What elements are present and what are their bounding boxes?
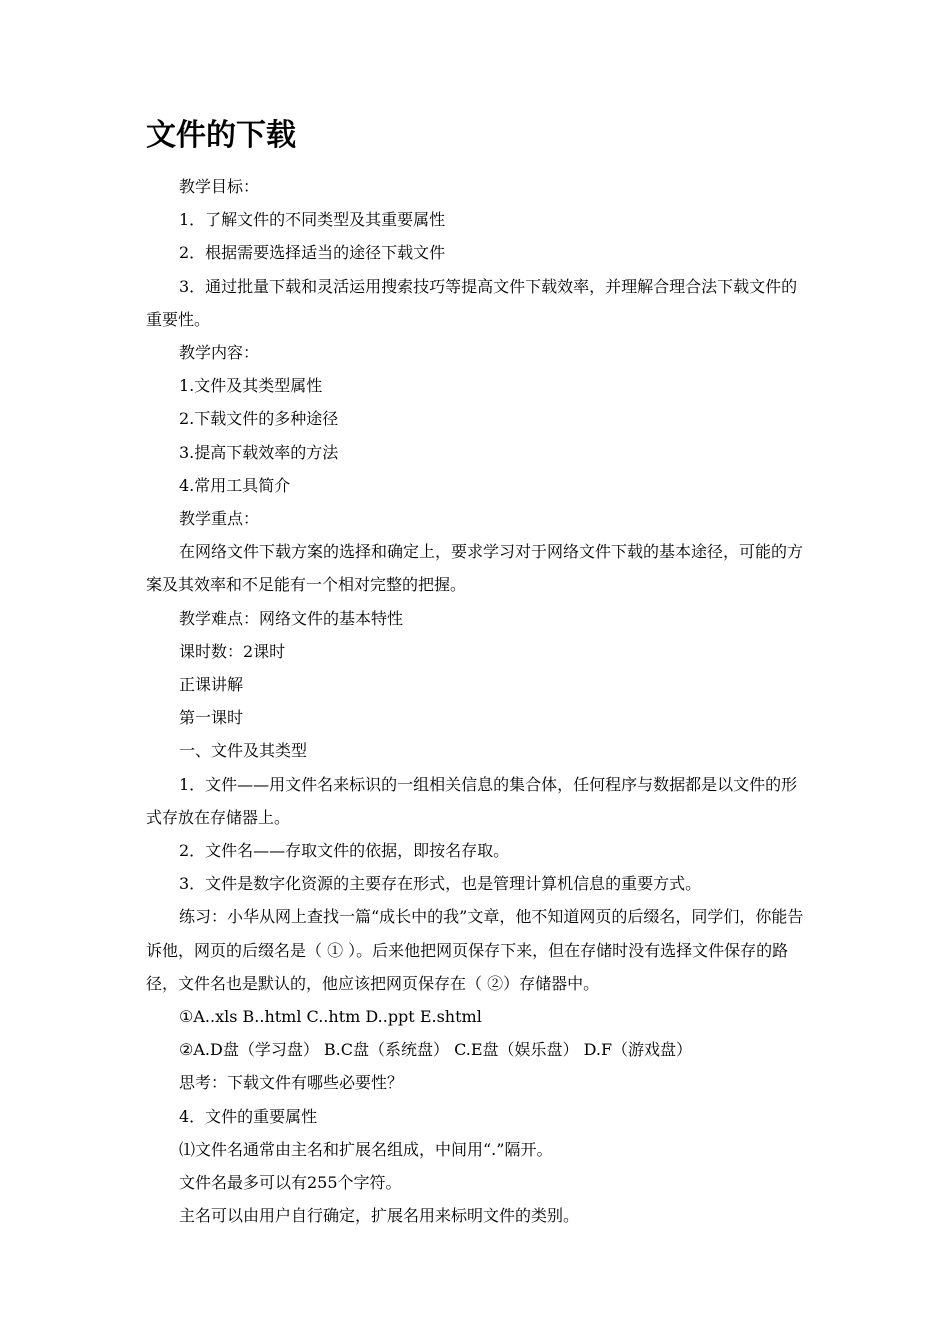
paragraph: 3．文件是数字化资源的主要存在形式，也是管理计算机信息的重要方式。 xyxy=(179,874,702,894)
paragraph: 1．了解文件的不同类型及其重要属性 xyxy=(179,210,446,230)
paragraph: ⑴文件名通常由主名和扩展名组成，中间用“.”隔开。 xyxy=(179,1139,553,1159)
paragraph: 4．文件的重要属性 xyxy=(179,1106,318,1126)
paragraph: 文件名最多可以有255个字符。 xyxy=(179,1173,402,1193)
page-title: 文件的下载 xyxy=(146,118,296,153)
paragraph: 教学难点：网络文件的基本特性 xyxy=(179,608,404,628)
paragraph: 4.常用工具简介 xyxy=(179,475,291,495)
paragraph: 主名可以由用户自行确定，扩展名用来标明文件的类别。 xyxy=(179,1206,580,1226)
paragraph: 练习：小华从网上查找一篇“成长中的我”文章，他不知道网页的后缀名，同学们，你能告诉他，网页的后缀名是（ ① ）。后来他把网页保存下来，但在存储时没有选择文件保存的路径，文件名也是默认的，他应该把网页保存在（ ②）存储器中。 xyxy=(146,907,804,993)
paragraph: ②A.D盘（学习盘） B.C盘（系统盘） C.E盘（娱乐盘） D.F（游戏盘） xyxy=(179,1040,693,1060)
paragraph: 2.下载文件的多种途径 xyxy=(179,409,339,429)
paragraph: 课时数：2课时 xyxy=(179,641,286,661)
paragraph: 教学重点： xyxy=(179,509,260,529)
paragraph: 教学目标： xyxy=(179,177,260,196)
paragraph: 2．根据需要选择适当的途径下载文件 xyxy=(179,243,446,263)
paragraph: 教学内容： xyxy=(179,343,260,363)
paragraph: 思考：下载文件有哪些必要性？ xyxy=(179,1073,404,1093)
paragraph: 3．通过批量下载和灵活运用搜索技巧等提高文件下载效率，并理解合理合法下载文件的重要性。 xyxy=(146,276,798,329)
paragraph: 在网络文件下载方案的选择和确定上，要求学习对于网络文件下载的基本途径，可能的方案及其效率和不足能有一个相对完整的把握。 xyxy=(146,542,804,595)
paragraph: 2．文件名——存取文件的依据，即按名存取。 xyxy=(179,841,510,861)
paragraph: 3.提高下载效率的方法 xyxy=(179,442,339,462)
paragraph: ①A..xls B..html C..htm D..ppt E.shtml xyxy=(179,1007,482,1027)
paragraph: 1.文件及其类型属性 xyxy=(179,376,323,396)
paragraph: 1．文件——用文件名来标识的一组相关信息的集合体，任何程序与数据都是以文件的形式存放在存储器上。 xyxy=(146,774,798,827)
document-body xyxy=(146,170,806,1233)
paragraph: 正课讲解 xyxy=(179,675,244,695)
paragraph: 第一课时 xyxy=(179,708,244,728)
paragraph: 一、文件及其类型 xyxy=(179,741,308,761)
